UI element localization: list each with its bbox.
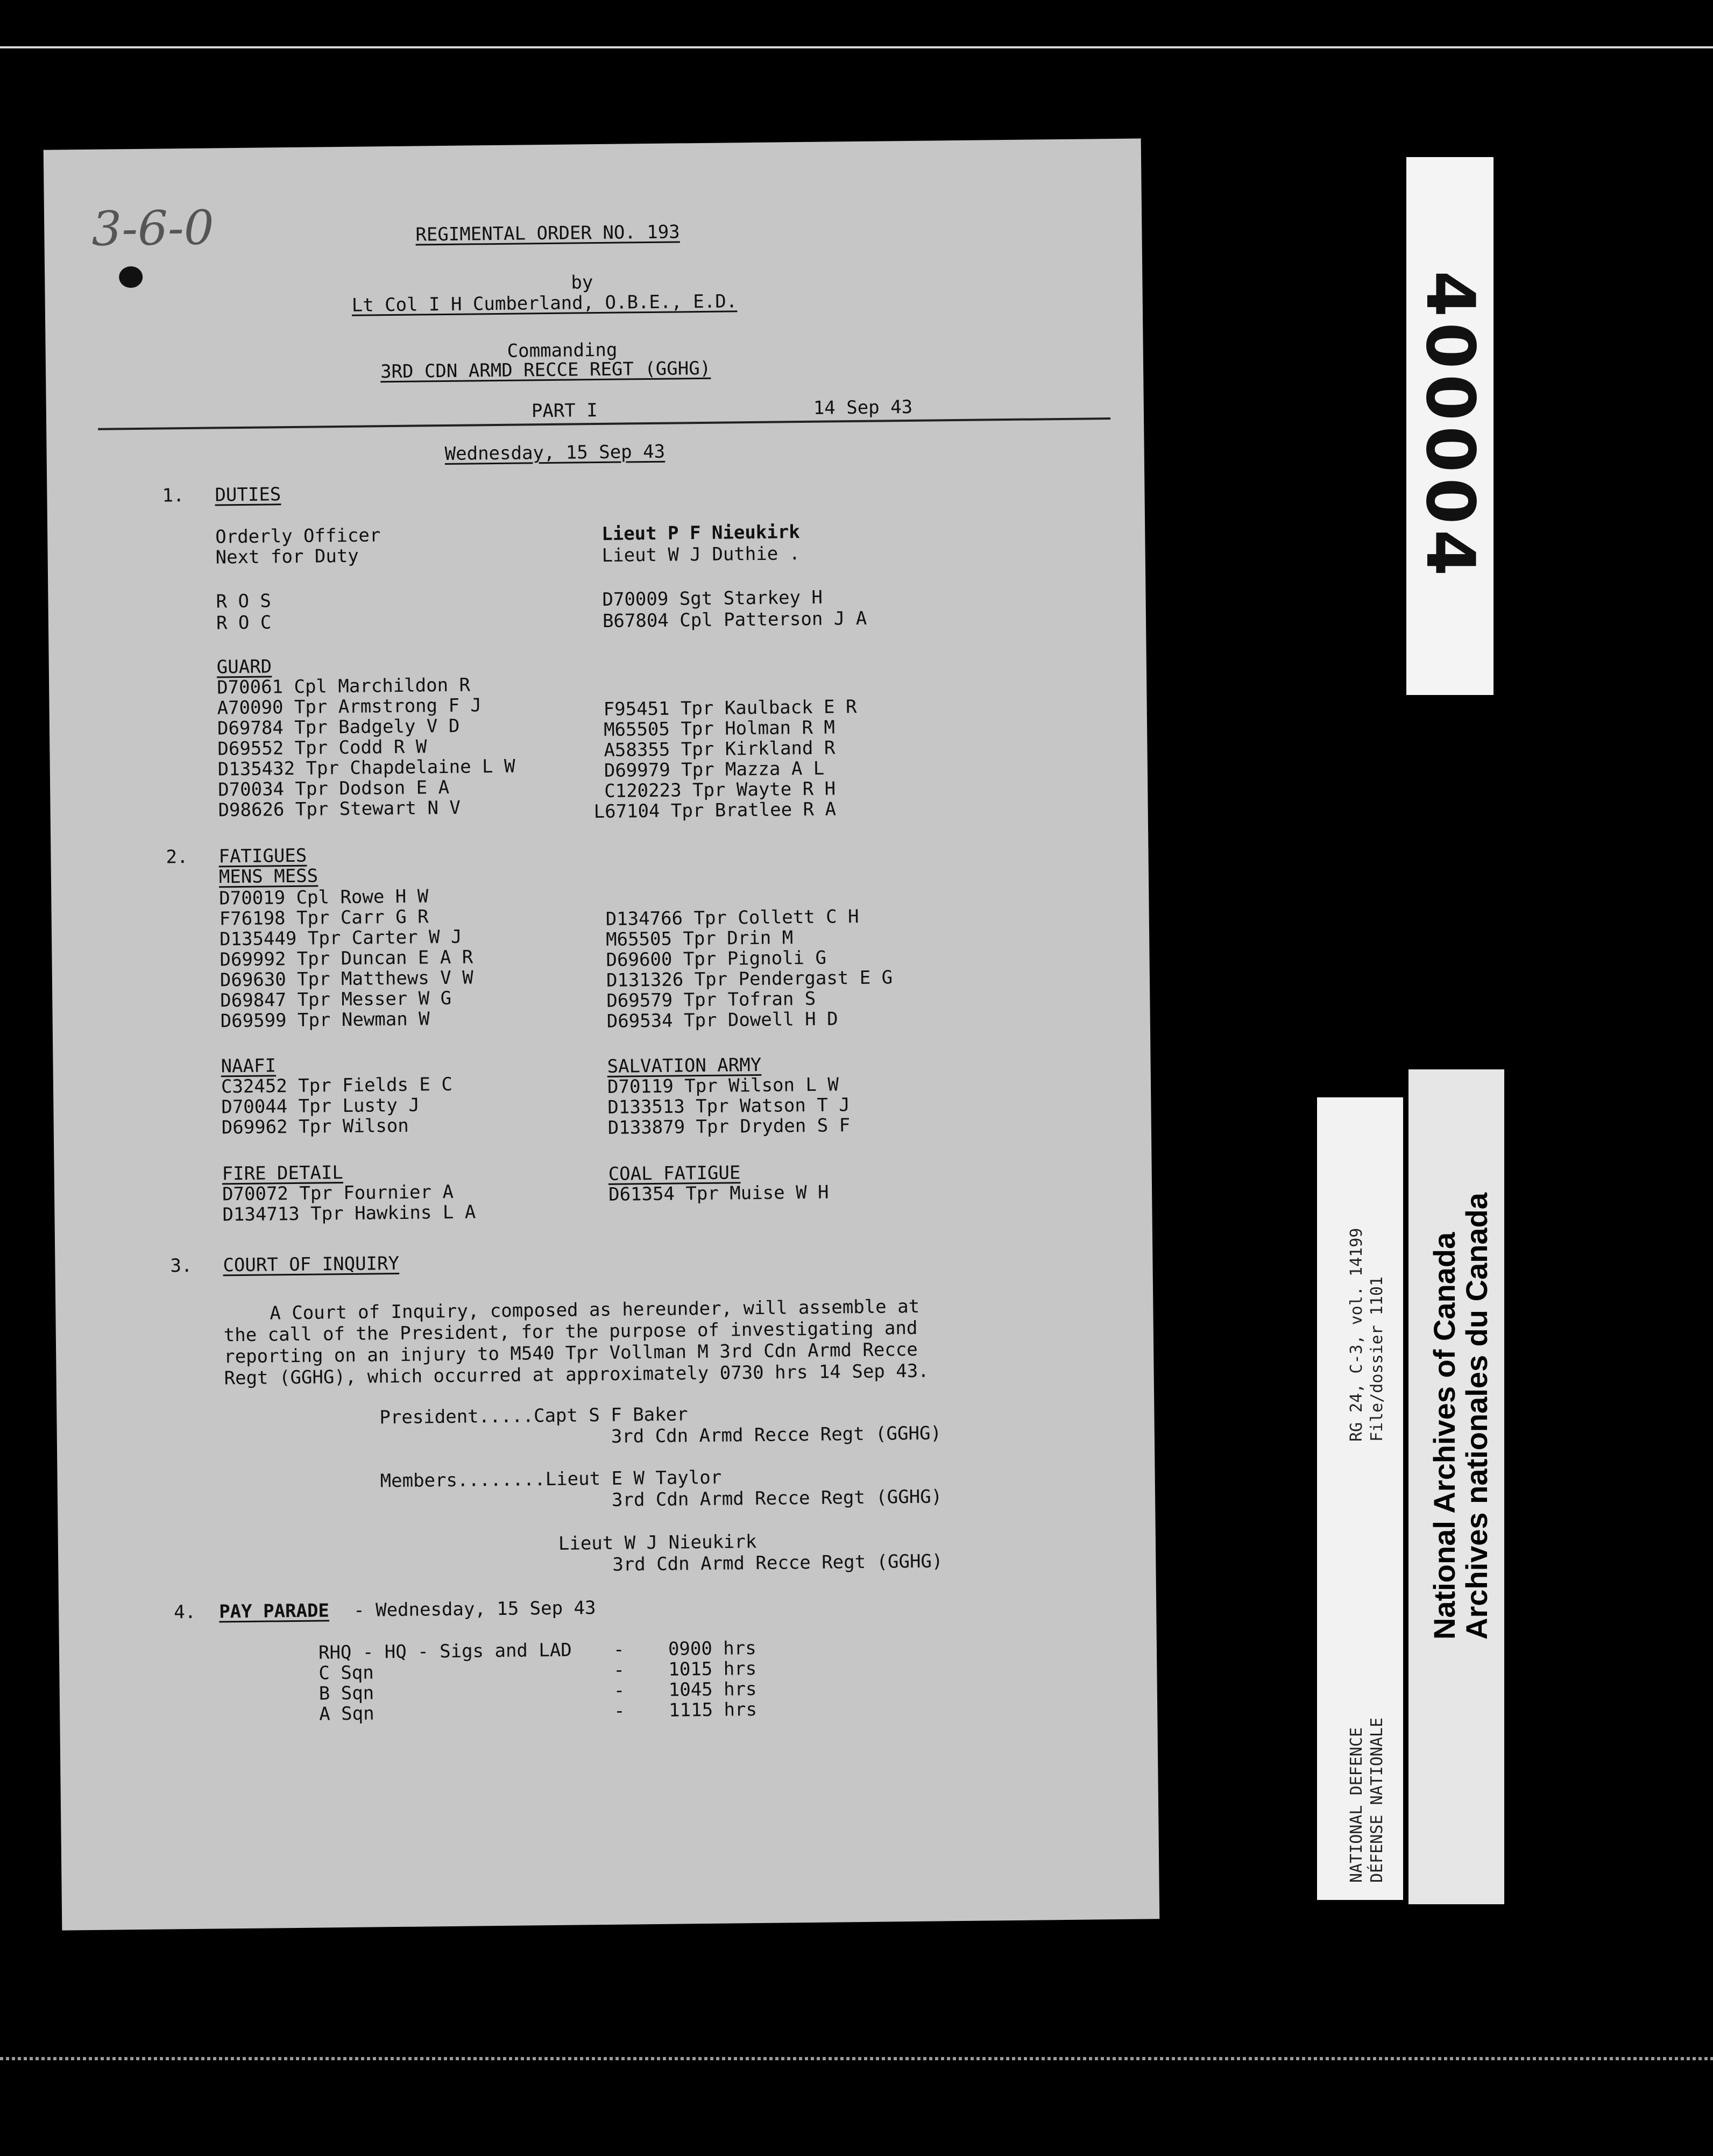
mess-entry: D69992 Tpr Duncan E A R	[220, 946, 473, 971]
guard-entry: D69784 Tpr Badgely V D	[217, 715, 460, 740]
guard-entry: D70061 Cpl Marchildon R	[217, 674, 471, 699]
archives-canada-label	[1408, 1069, 1504, 1904]
part-label: PART I	[531, 400, 598, 422]
archive-name-en: National Archives of Canada	[1427, 1232, 1461, 1640]
court-paragraph-line: reporting on an injury to M540 Tpr Vollman M 3rd Cdn Armd Recce	[224, 1338, 918, 1368]
mess-entry: D69579 Tpr Tofran S	[606, 988, 816, 1012]
duty-value: Lieut W J Duthie .	[601, 543, 801, 566]
issue-date: 14 Sep 43	[813, 396, 913, 419]
president-line: President.....Capt S F Baker	[379, 1403, 688, 1429]
duty-label: R O C	[216, 612, 272, 634]
member-unit: 3rd Cdn Armd Recce Regt (GGHG)	[612, 1550, 943, 1576]
section-number: 3.	[170, 1254, 193, 1277]
frame-number-stamp	[1406, 157, 1493, 695]
archive-ref-line: File/dossier 1101	[1368, 1276, 1386, 1442]
pay-unit: B Sqn	[318, 1682, 374, 1705]
fatigues-heading: FATIGUES	[218, 845, 307, 868]
pay-time: 0900 hrs	[668, 1637, 756, 1660]
commanding-label: Commanding	[507, 339, 618, 362]
member-name: Lieut W J Nieukirk	[558, 1531, 757, 1555]
court-paragraph-line: Regt (GGHG), which occurred at approximately 0730 hrs 14 Sep 43.	[224, 1360, 929, 1389]
mess-entry: D69534 Tpr Dowell H D	[606, 1008, 838, 1032]
pay-parade-date: - Wednesday, 15 Sep 43	[353, 1597, 596, 1621]
guard-entry: A58355 Tpr Kirkland R	[604, 737, 836, 761]
pay-dash: -	[613, 1639, 625, 1661]
mess-entry: D131326 Tpr Pendergast E G	[606, 967, 893, 991]
archive-ref-line: RG 24, C-3, vol. 14199	[1347, 1228, 1366, 1442]
coal-fatigue-heading: COAL FATIGUE	[608, 1162, 741, 1185]
naafi-entry: C32452 Tpr Fields E C	[221, 1073, 453, 1098]
guard-entry: M65505 Tpr Holman R M	[603, 717, 836, 741]
duty-label: Next for Duty	[215, 545, 359, 569]
pay-time: 1045 hrs	[668, 1678, 757, 1701]
mess-entry: D69599 Tpr Newman W	[220, 1008, 430, 1032]
order-title: REGIMENTAL ORDER NO. 193	[415, 221, 680, 246]
section-number: 2.	[166, 846, 188, 868]
pay-time: 1015 hrs	[668, 1658, 757, 1680]
duty-label: R O S	[216, 590, 272, 613]
mess-entry: D134766 Tpr Collett C H	[605, 905, 859, 930]
members-line: Members........Lieut E W Taylor	[380, 1466, 722, 1492]
guard-entry: L67104 Tpr Bratlee R A	[593, 798, 837, 823]
section-number: 1.	[162, 485, 185, 507]
pay-dash: -	[613, 1679, 625, 1701]
naafi-heading: NAAFI	[221, 1055, 277, 1077]
coal-entry: D61354 Tpr Muise W H	[608, 1181, 829, 1205]
guard-entry: D70034 Tpr Dodson E A	[217, 776, 450, 801]
salvation-entry: D133879 Tpr Dryden S F	[607, 1115, 851, 1139]
salvation-entry: D133513 Tpr Watson T J	[607, 1094, 850, 1118]
order-day: Wednesday, 15 Sep 43	[444, 441, 666, 465]
unit-name: 3RD CDN ARMD RECCE REGT (GGHG)	[380, 357, 711, 383]
duties-heading: DUTIES	[215, 484, 281, 506]
mens-mess-heading: MENS MESS	[218, 865, 318, 888]
pay-time: 1115 hrs	[668, 1699, 758, 1721]
court-heading: COURT OF INQUIRY	[223, 1252, 400, 1276]
court-paragraph-line: the call of the President, for the purpose of investigating and	[223, 1317, 918, 1346]
department-line: NATIONAL DEFENCE	[1347, 1727, 1366, 1883]
section-number: 4.	[173, 1601, 196, 1623]
naafi-entry: D70044 Tpr Lusty J	[221, 1094, 420, 1118]
salvation-army-heading: SALVATION ARMY	[607, 1054, 762, 1077]
mess-entry: D69847 Tpr Messer W G	[220, 987, 452, 1012]
member-unit: 3rd Cdn Armd Recce Regt (GGHG)	[611, 1486, 943, 1511]
duty-value: Lieut P F Nieukirk	[601, 521, 800, 545]
duty-value: D70009 Sgt Starkey H	[602, 586, 823, 611]
duty-label: Orderly Officer	[215, 524, 381, 548]
pay-dash: -	[613, 1700, 625, 1722]
film-bottom-rule	[0, 2057, 1713, 2060]
document-page	[44, 138, 1160, 1930]
pay-dash: -	[613, 1659, 625, 1681]
frame-number: 400004	[1411, 271, 1489, 581]
naafi-entry: D69962 Tpr Wilson	[221, 1115, 409, 1139]
mess-entry: D69630 Tpr Matthews V W	[220, 967, 473, 991]
punch-hole	[119, 266, 143, 288]
department-line: DÉFENSE NATIONALE	[1368, 1717, 1386, 1883]
archive-name-fr: Archives nationales du Canada	[1460, 1193, 1493, 1640]
fire-detail-heading: FIRE DETAIL	[222, 1162, 344, 1185]
guard-entry: C120223 Tpr Wayte R H	[604, 778, 836, 802]
pay-unit: C Sqn	[318, 1662, 374, 1684]
archive-reference-label	[1317, 1097, 1403, 1900]
guard-heading: GUARD	[216, 656, 272, 678]
guard-entry: D69979 Tpr Mazza A L	[604, 757, 825, 782]
fire-entry: D70072 Tpr Fournier A	[222, 1181, 454, 1205]
salvation-entry: D70119 Tpr Wilson L W	[607, 1074, 839, 1098]
mess-entry: D70019 Cpl Rowe H W	[219, 885, 429, 910]
court-paragraph-line: A Court of Inquiry, composed as hereunder, will assemble at	[270, 1295, 920, 1324]
pay-unit: RHQ - HQ - Sigs and LAD	[318, 1639, 572, 1664]
mess-entry: F76198 Tpr Carr G R	[219, 906, 429, 930]
pay-unit: A Sqn	[318, 1703, 374, 1725]
mess-entry: D69600 Tpr Pignoli G	[606, 947, 827, 971]
pay-parade-heading: PAY PARADE	[218, 1600, 330, 1623]
guard-entry: D98626 Tpr Stewart N V	[218, 797, 461, 821]
mess-entry: M65505 Tpr Drin M	[605, 927, 794, 951]
film-top-rule	[0, 46, 1713, 48]
guard-entry: A70090 Tpr Armstrong F J	[217, 694, 482, 719]
mess-entry: D135449 Tpr Carter W J	[219, 926, 462, 951]
guard-entry: F95451 Tpr Kaulback E R	[603, 696, 857, 720]
president-unit: 3rd Cdn Armd Recce Regt (GGHG)	[611, 1422, 942, 1448]
commander-name: Lt Col I H Cumberland, O.B.E., E.D.	[351, 290, 738, 316]
handwritten-ref: 3-6-0	[91, 200, 215, 257]
by-line: by	[571, 272, 593, 294]
fire-entry: D134713 Tpr Hawkins L A	[222, 1201, 476, 1226]
duty-value: B67804 Cpl Patterson J A	[602, 607, 867, 632]
guard-entry: D69552 Tpr Codd R W	[217, 736, 427, 760]
guard-entry: D135432 Tpr Chapdelaine L W	[217, 755, 515, 781]
header-rule	[98, 417, 1110, 430]
